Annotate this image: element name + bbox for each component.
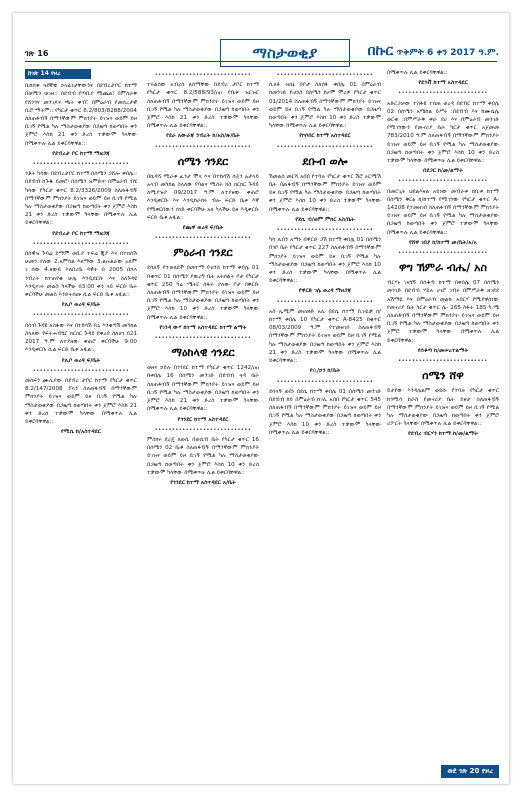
notice-signature: የደራ አውራጃ ንብረት ከ/አስ/ጽ/ቤት	[166, 133, 240, 140]
notice-text: ተሩልሰው አብረስ ለሰማቸው በደብረ ታቦር ከተማ የካርታ ቁጥር 8.2/588/93/ዐዐ የቤቱ ዝርዝር ስለጠፋብኝ በማንኛውም ምክንያት ይገዝና ወይም ይዞ ቢገኝ የሚል ካሉ ማስታወቂያው በጋዜጣ ከወጣበት ቀን ጀምሮ እስከ 21 ቀን ድረስ ተቃውሞ ካላቸው በሚቀጥሉ ሊል ይቀርባቸዋል::	[147, 82, 259, 130]
notice-text: ጎቶት ካሳው በደብረታቦር ከተማ በሰሜን ጋሸሎ ቀበሌ:: በደብብ ከጉዱ ይመሮ፡ በሰሜን ዝምድና፡ በምዕራብ ብሄ ካሳው የካርታ ቁጥር 8.2/3326/2009 ስለጠፋብኝ በማንኛውም ምክንያት ይገዝና ወይም ይዞ ቢገኝ የሚል ካሉ ማስታወቂያው በጋዜጣ ከወጣበት ቀን ጀምሮ እስከ 21 ቀን ድረስ ተቃውሞ ካላቸው በሚቀጥሉ ሊል ይቀርባቸዋል::	[25, 171, 137, 227]
notice-signature: የደጎቭ ከተማ አስተዳደር	[418, 80, 468, 87]
publication-name: በኩር	[367, 43, 394, 59]
notice-text: በስዊዝ ጉባሬ ይማም ወቢያ ተፍሬ ጂያ እና በተክሰሽ ሁመን ያለው 2.አምሳል እለማው 3.ልዑልራው ዐለም ገ ሰው 4.ዘውዴ እለበረቤ ዳዊት በ 2005 በኋላ ንብረት ከተጠየቁ ሁሌ እንዲደርሱ እና ስለጉዳዩ እንዲናገሩ መልስ ካላችሁ በ3:00 ቀን ላይ ፍርድ ቤት ቀርባችሁ መልስ እንድትሰጡ ሲል ፍርድ ቤቱ አዟል::	[25, 251, 137, 299]
notice-text: ቢከሰቱ ጓደኞቹ ኃላፊነታቸውንና በደብረታቦር ከተማ በወሚን ወገዘ:: በደብብ የጣቢያ ሚጨል፣ በምስራቅ የሸንጎና መንገዶና ጫት ቀብ፣ በምዕራብ የመሰረታዊ ቢሮ ማትም:: የካርታ ቁጥር 8.2/803/8288/2004 ስለጠፋብኝ በማንኛውም ምክንያት ይገዝና ወይም ይዞ ቢገኝ የሚል ካሉ ማስታወቂያው በጋዜጣ ከወጣበት ቀን ጀምሮ እስከ 21 ቀን ድረስ ተቃውሞ ካላቸው በሚቀጥሉ ሊል ይቀርባቸዋል::	[25, 83, 137, 147]
notice-text: ደሳላኝ ወደነ በደሴ ከተማ ቀበሌ 01 በሰሜን መንገድ በደብብ ከይ በምዕራብ ከገሊ አበበ የካርታ ቁጥር 545 ስለጠፋብኝ በማንኛውም ምክንያት ይገዝና ወይም ይዞ ቢገኝ የሚል ካሉ ማስታወቂያው በጋዜጣ ከወጣበት ቀን ጀምሮ እስከ 10 ቀን ድረስ ተቃውሞ ካላቸው በሚቀጥሉ ሊል ይቀርባቸዋል::	[269, 388, 381, 436]
notice-divider: ••••••••••••••••••••••••••••	[32, 312, 130, 319]
notice-divider: ••••••••••••••••••••••••••••	[154, 72, 252, 78]
notice-signature: የቢ/ኃን ከ/ቤት	[309, 368, 341, 375]
notice-signature: የሰቆጣ ከ/መሠረተልማት	[417, 347, 469, 354]
notice-signature: የደብረታ ቦር ከተማ ማዘጋጃ	[52, 230, 110, 237]
notice-signature: የገንዳ ውሃ ከተማ አስተዳደር ከተማ ልማት	[159, 324, 247, 331]
notice-divider: ••••••••••••••••••••••••••	[398, 90, 488, 97]
page-header	[25, 27, 499, 62]
region-heading: ሰሜን ሸዋ	[422, 369, 464, 383]
notice-text: መስፍን ሙሊያው በደብረ ታቦር ከተማ የካርታ ቁጥር 8.2/147/2008 ፕላን ስለጠፋብኝ በማንኛውም ምክንያት ይገዝና ወይም ይዞ ቢገኝ የሚል ካሉ ማስታወቂያው በጋዜጣ ከወጣበት ቀን ጀምሮ እስከ 21 ቀን ድረስ ተቃውሞ ካላቸው በሚቀጥሉ ሊል ይቀርባቸዋል::	[25, 377, 137, 425]
region-heading: ሰሜን ጎንደር	[177, 154, 229, 168]
notice-divider: ••••••••••••••••••••••••••••	[32, 161, 130, 168]
column-1	[25, 69, 137, 437]
column-3-content	[269, 71, 381, 437]
notice-signature: የሸዋ ገበያ ከ/ከተማ መ/ቤት/አ/አ	[409, 239, 477, 246]
notice-text: ሽመልስ መርሻ አበበ የተባሉ የካርታ ቁጥር ሽሮ ኦርሚሽ ቤት በጠፋብኝ በማንኛውም ምክንያት ይገዝና ወይም ይዞ ቢገኝ የሚል ካሉ ማስታወቂያው በጋዜጣ ከወጣበት ቀን ጀምሮ እስከ 10 ቀን ድረስ ተቃውሞ ካላቸው በሚቀጥሉ ሊል ይቀርባቸዋል::	[269, 173, 381, 213]
notice-text: ሲለፉ ዝክኔ በቦታ ስለሰፉ ቀበሌ 01 በምዕራብ ከመንገድ ዮሀንስ በሰሜን ከኦሞ ሞሪዎ የካርታ ቁጥር 01/2014 ስለጠፋብኝ በማንኛውም ምክንያት ይገዝና ወይም ይዞ ቢገኝ የሚል ካሉ ማስታወቂያው በጋዜጣ ከወጣበት ቀን ጀምሮ እስከ 10 ቀን ድረስ ተቃውሞ ካላቸው በሚቀጥሉ ሊል ይቀርባቸዋል::	[269, 82, 381, 130]
notice-signature: የሊቦ ወረዳ ፍ/ቤት	[61, 357, 101, 364]
column-4	[387, 69, 499, 440]
header-rule	[25, 61, 497, 62]
notice-text: ካሳ ሊበን አማኑ በዋርድ ጋሽ ከተማ ቀበሌ 01 በሰሜን በጎቦ ቤት የካርታ ቁጥር 227 ስለጠፋብኝ በማንኛውም ምክንያት ይገዝና ወይም ይዞ ቢገኝ የሚል ካሉ ማስታወቂያው በጋዜጣ ከወጣበት ቀን ጀምሮ እስከ 10 ቀን ድረስ ተቃውሞ ካላቸው በሚቀጥሉ ሊል ይቀርባቸዋል::	[269, 237, 381, 285]
notice-signature: የጎንደር ከተማ አስተዳደር አ/ቤት	[170, 479, 236, 486]
notice-divider: ••••••••••••••••••••••••••••	[276, 227, 374, 234]
region-heading: ደቡብ ወሎ	[302, 154, 348, 168]
notice-divider: ••••••••••••••••••••••••••••	[276, 298, 374, 305]
notice-divider: ••••••••••••••••••••••••••••	[32, 367, 130, 374]
notice-divider: ••••••••••••••••••••••••••••	[154, 335, 252, 342]
notice-signature: የደብረታ ቦር ከተማ ማዘጋጃ	[52, 150, 110, 157]
page-number: ገጽ 16	[25, 49, 49, 58]
page-title: ማስታወቂያ	[220, 39, 350, 67]
publication-masthead	[368, 43, 499, 59]
notice-divider: ••••••••••••••••••••••••••	[398, 178, 488, 185]
notice-text: ደሳለኝ የተወለደች በመተማ ዮሀንስ ከተማ ቀበሌ 01 በቁጥር 01 በሰሜን ያዉረግ ቤት አትክልት ቦታ የካርታ ቁጥር 250 ካሬ ሜትር ስፋት ያለው ቦታ በቅርቡ ስለጠፋብኝ በማንኛውም ምክንያት ይገዝና ወይም ይዞ ቢገኝ የሚል ካሉ ማስታወቂያው በጋዜጣ ከወጣበት ቀን ጀምሮ እስከ 10 ቀን ድረስ ተቃውሞ ካላቸው በሚቀጥሉ ሊል ይቀርባቸዋል::	[147, 265, 259, 321]
region-heading: ዋግ ኽምራ ብሔ/ አስ	[398, 261, 488, 275]
notice-signature: በደጋር ከ/መ/ልማት	[423, 168, 463, 175]
notice-signature: የኮሶበር ከተማ አስተዳደር	[299, 133, 351, 140]
region-heading: ምዕራብ ጎንደር	[173, 246, 233, 260]
continued-label: ወደ ገጽ 20 የዞረ	[441, 765, 499, 778]
notice-text: በመርጊት ህደልእዛል አይነው መብራቱ ከቢቱ ከተማ በሰሜን ቅርፅ ከ/ከተማ የሚገኘው የካርታ ቁጥር A-14208 የተመዘገበ ስለጠፋብኝ በማንኛውም ምክንያት ይገዝና ወይም ይዞ ቢገኝ የሚል ካሉ ማስታወቂያው በጋዜጣ ከወጣበት ቀን ጀምሮ ተቃውሞ ካላቸው በሚቀጥሉ ሊል ይቀርባቸዋል::	[387, 188, 499, 236]
notice-signature: የሚሴ ከ/አስተዳደር	[61, 429, 101, 436]
column-3	[269, 69, 381, 439]
notice-text: አድርጋቻው ተስፋዩ ተሰጠ ወረዳ በደብር ከተማ ቀበሌ 02 በሰሜን አሜከል ይሥሩ :በደብብ እና ከሙሴሌ ወርቁ :በምሥራቅ ቀራ ደሀ እና በምዕራብ መንገድ የሚገኘውን የመኖሪያ ቤት ካርታ ቁጥር አጀመመ 783/2010 ዓ.ም ስለጠፋብኝ በማንኛውም ምክንያት ይገዝና ወይም ይዞ ቢገኝ የሚል ካሉ ማስታወቂያው በጋዜጣ ከወጣበት ቀን ጀምሮ እስከ 10 ቀን ድረስ ተቃውሞ ካላቸው በሚቀጥሉ ሊል ይቀርባቸዋል::	[387, 100, 499, 165]
region-heading: ማዕከላዊ ጎንደር	[171, 346, 235, 360]
notice-divider: ••••••••••••••••••••••••••••	[276, 72, 374, 78]
notice-signature: የጎንደር ከተማ አስተዳደር	[177, 416, 229, 423]
column-1-content	[25, 82, 137, 436]
notice-text: አስ ኢሚም መሀመድ አሊ በደሴ ከተማ ቢገዷቃ ክ/ከተማ ቀበሌ 10 የካርታ ቁጥር A-8425 በቁጥር 08/03/2009 ዓ.ም የተመዘገበ ስለጠፋብኝ በማንኛውም ምክንያት ይገዝና ወይም ይዞ ቢገኝ የሚል ካሉ ማስታወቂያው በጋዜጣ ከወጣበት ቀን ጀምሮ እስከ 21 ቀን ድረስ ተቃውሞ ካላቸው በሚቀጥሉ ሊል ይቀርባቸዋል::	[269, 308, 381, 365]
notice-divider: ••••••••••••••••••••••••••	[398, 250, 488, 257]
notice-divider: ••••••••••••••••••••••••••••	[154, 235, 252, 242]
notice-divider: ••••••••••••••••••••••••••	[398, 358, 488, 365]
notice-text: ምስክሩ ደረጄ ለወሲ በወሲብ ቤት የካርታ ቁጥር 16 በሰሜን 02 ቤቱ ስለጠፋብኝ በማንኛውም ምክንያት ይገዝና ወይም ይዞ ቢገኝ የሚል ካሉ ማስታወቂያው በጋዜጣ ከወጣበት ቀን ጀምሮ እስከ 10 ቀን ድረስ ተቃውሞ ካላቸው በሚቀጥሉ ሊል ይቀርባቸዋል::	[147, 436, 259, 476]
notice-divider: ••••••••••••••••••••••••••••	[154, 426, 252, 433]
column-2-content	[147, 71, 259, 487]
notice-text: ብርሃኑ ገዛሄኝ በሰቆጣ ከተማ በቀበሌ 07 በሰሜን መንገድ በደብብ ሃይሉ ሀገሮ ገብሩ በምሥራቅ ዘገደደ አሽማዬ እና በምዕራብ መልኩ አበርሃ የሚያዋስነው የመኖሪያ ቤት ካርታ ቁጥር ሌ- 265 ስፋት 185 ካ.ሜ ስለጠፋብኝ በማንኛውም ምክንያት ይገዝና ወይም ይዞ ቢገኝ የሚል ካሉ ማስታወቂያው በጋዜጣ ከወጣበት ቀን ጀምሮ ተቃውሞ ካላቸው በሚቀጥሉ ሊል ይቀርባቸዋል::	[387, 280, 499, 344]
newspaper-page	[13, 13, 509, 784]
column-2	[147, 69, 259, 488]
notice-text: ወዘና ኃይሉ በጎንደር ከተማ የካርታ ቁጥር 1242/ዐዐ በቀበሌ 16 በሰሜን መንገድ በደብብ ጓዳ ቤት ስለጠፋብኝ በማንኛውም ምክንያት ይገዝና ወይም ይዞ ቢገኝ የሚል ካሉ ማስታወቂያው በጋዜጣ ከወጣበት ቀን ጀምሮ እስከ 21 ቀን ድረስ ተቃውሞ ካላቸው በሚቀጥሉ ሊል ይቀርባቸዋል::	[147, 365, 259, 413]
publication-date: ጥቅምት 6 ቀን 2017 ዓ.ም.	[396, 48, 499, 58]
notice-signature: የጨዋ ወረዳ ፍ/ቤት	[182, 225, 224, 232]
column-4-content	[387, 69, 499, 439]
notice-divider: ••••••••••••••••••••••••••••	[276, 378, 374, 385]
notice-text: በኪዳሻ ሚራቱ ፈጎታ ሞላ እና በተከሳሽ ሰጀን አታላይ አላብ መካከል ስላለው የባልና ሚስት ክስ ክርክር ጉዳይ ለሚያዝያ 09/2017 ዓ.ም ለተያዘው ቀጠሮ እንዲቀርቡ እና እንዲከራከሩ ብሎ ፍርድ ቤቱ እኛ የሚቀርበውን ሰነድ ቀርባችሁ አለ ካላችሁ ይዘ እዲቀርቡ ፍርድ ቤቱ አዟል::	[147, 173, 259, 221]
notice-signature: የደሴ ብ/ወም ምክር አስ/ቤት	[295, 216, 355, 223]
notice-signature: የደብረ ብርሃን ከተማ ከ/መ/ልማት	[408, 431, 478, 438]
section-label: ከገጽ 14 የዞረ	[25, 69, 91, 79]
notice-divider: ••••••••••••••••••••••••••••	[276, 143, 374, 150]
notice-signature: የሊቦ ወረዳ ፍ/ቤት	[61, 302, 101, 309]
notice-divider: ••••••••••••••••••••••••••••	[154, 143, 252, 150]
notice-signature: የዋርድ ገሌ ወረዳ ማዘጋጃ	[298, 288, 352, 295]
notice-text: በሚቀጥሉ ሊል ይቀርባቸዋል::	[387, 70, 448, 76]
notice-text: በስብ ጉዳዩ አስፋው እና በተከሳሽ ቢኒ እንቁጣሽ መካከል ስላለው የፍትሐብሄር ክርክር ጉዳይ የቀረበ ስለሆነ በ21 2017 ዓ.ም ለተያዘው ቀጠሮ ቀርባችሁ 9:00 እንዲቀርቡ ሲል ፍርድ ቤቱ አዟል::	[25, 322, 137, 354]
notice-divider: ••••••••••••••••••••••••••••	[32, 240, 130, 247]
notice-text: ይታየው እንዳሌልም ወይሱ የተባሉ የካርታ ቁጥር ከጎሚሳ ከራስ የመኖሪያ ቤት ይዞታ ስለጠፋብኝ በማንኛውም ምክንያት ይገዝና ወይም ይዞ ቢገኝ የሚል ካሉ ማስታወቂያው በጋዜጣ ከወጣበት ቀን ጀምሮ ሪፖርት ካላቸው በሚቀጥሉ ሊል ይቀርባቸዋል::	[387, 388, 499, 428]
